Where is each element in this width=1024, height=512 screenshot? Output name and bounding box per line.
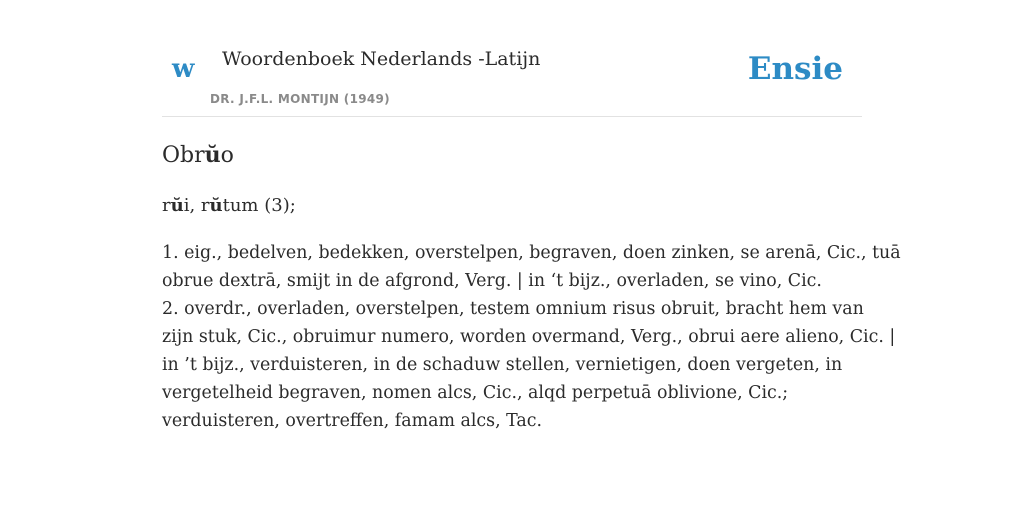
entry-forms [162,193,296,219]
entry-headword [162,140,234,171]
definition-line: obrue dextrā, smijt in de afgrond, Verg. | in ‘t bijz., overladen, se vino, Cic. [162,271,822,291]
headword-prefix: Obr [162,143,205,168]
entry-definition [162,239,901,435]
definition-line: verduisteren, overtreffen, famam alcs, Tac. [162,411,543,431]
forms-part2-accent: ŭ [209,195,223,216]
forms-part2-suffix: tum (3); [222,195,296,216]
dictionary-card [162,0,901,431]
dictionary-logo[interactable]: w [172,54,195,84]
ensie-logo-link[interactable]: Ensie [747,51,843,87]
headword-suffix: o [220,143,234,168]
headword-accent: ŭ [204,142,221,168]
definition-line: zijn stuk, Cic., obruimur numero, worden overmand, Verg., obrui aere alieno, Cic. | [162,327,896,347]
definition-line: 1. eig., bedelven, bedekken, overstelpen, begraven, doen zinken, se arenā, Cic., tuā [162,243,901,263]
definition-line: vergetelheid begraven, nomen alcs, Cic., alqd perpetuā oblivione, Cic.; [162,383,789,403]
definition-line: 2. overdr., overladen, overstelpen, testem omnium risus obruit, bracht hem van [162,299,864,319]
dictionary-title[interactable]: Woordenboek Nederlands -Latijn [222,48,541,70]
forms-part1-accent: ŭ [170,195,184,216]
definition-line: in ’t bijz., verduisteren, in de schaduw stellen, vernietigen, doen vergeten, in [162,355,843,375]
dictionary-author: DR. J.F.L. MONTIJN (1949) [210,92,390,106]
dictionary-header [162,0,862,117]
forms-part1-suffix: i, r [183,195,210,216]
forms-part1-prefix: r [162,195,171,216]
